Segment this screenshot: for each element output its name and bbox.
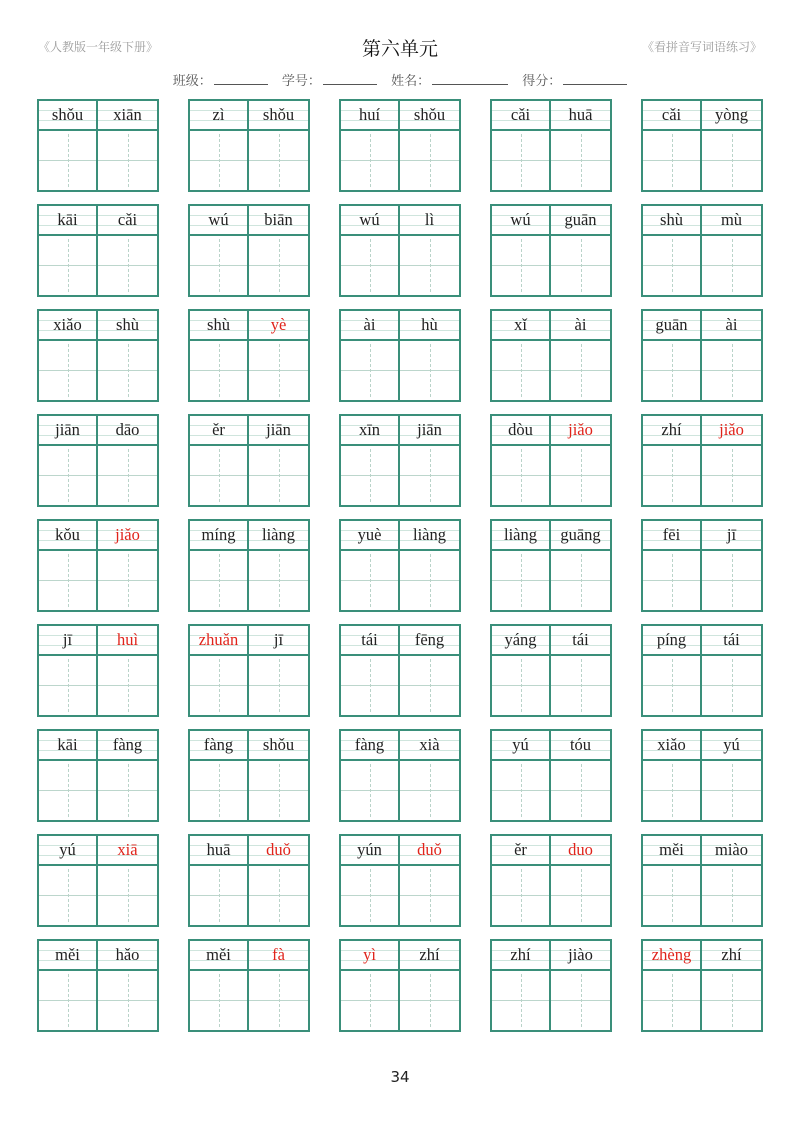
writing-box[interactable] xyxy=(400,761,459,820)
pinyin-syllable: zhí xyxy=(492,941,551,971)
pinyin-syllable: tóu xyxy=(551,731,610,761)
pinyin-syllable: xīn xyxy=(341,416,400,446)
pinyin-syllable: yún xyxy=(341,836,400,866)
writing-box[interactable] xyxy=(551,971,610,1030)
pinyin-syllable: cǎi xyxy=(492,101,551,131)
writing-box[interactable] xyxy=(492,341,551,400)
pinyin-syllable: yú xyxy=(702,731,761,761)
pinyin-syllable: jī xyxy=(39,626,98,656)
pinyin-syllable: zhuǎn xyxy=(190,626,249,656)
class-field[interactable] xyxy=(173,70,268,89)
word-cell xyxy=(188,99,310,192)
pinyin-syllable: wú xyxy=(492,206,551,236)
word-grid xyxy=(37,99,763,1032)
writing-box[interactable] xyxy=(400,131,459,190)
writing-box[interactable] xyxy=(492,551,551,610)
word-cell xyxy=(37,414,159,507)
pinyin-syllable: shù xyxy=(190,311,249,341)
name-blank[interactable] xyxy=(432,72,508,85)
pinyin-syllable: fà xyxy=(249,941,308,971)
pinyin-syllable: yòng xyxy=(702,101,761,131)
word-cell xyxy=(188,939,310,1032)
pinyin-syllable: měi xyxy=(643,836,702,866)
writing-box[interactable] xyxy=(643,761,702,820)
writing-box[interactable] xyxy=(98,341,157,400)
writing-box[interactable] xyxy=(492,236,551,295)
pinyin-syllable: jī xyxy=(249,626,308,656)
writing-box[interactable] xyxy=(341,131,400,190)
writing-box[interactable] xyxy=(39,551,98,610)
word-cell xyxy=(188,519,310,612)
word-cell xyxy=(339,99,461,192)
student-number-field[interactable] xyxy=(282,70,377,89)
writing-box[interactable] xyxy=(249,131,308,190)
student-info-row xyxy=(0,70,800,89)
pinyin-syllable: ěr xyxy=(190,416,249,446)
writing-box[interactable] xyxy=(39,236,98,295)
pinyin-syllable: hǎo xyxy=(98,941,157,971)
pinyin-syllable: měi xyxy=(190,941,249,971)
class-label: 班级： xyxy=(172,74,212,89)
word-cell xyxy=(188,729,310,822)
pinyin-syllable: huì xyxy=(98,626,157,656)
pinyin-syllable: zì xyxy=(190,101,249,131)
pinyin-syllable: tái xyxy=(551,626,610,656)
writing-box[interactable] xyxy=(551,551,610,610)
writing-box[interactable] xyxy=(643,341,702,400)
page-number: 34 xyxy=(390,1068,410,1086)
writing-box[interactable] xyxy=(492,446,551,505)
pinyin-syllable: hù xyxy=(400,311,459,341)
word-cell xyxy=(490,519,612,612)
writing-box[interactable] xyxy=(492,761,551,820)
writing-box[interactable] xyxy=(702,551,761,610)
writing-box[interactable] xyxy=(39,971,98,1030)
pinyin-syllable: yú xyxy=(39,836,98,866)
pinyin-syllable: fàng xyxy=(98,731,157,761)
writing-box[interactable] xyxy=(551,131,610,190)
name-field[interactable] xyxy=(391,70,508,89)
writing-box[interactable] xyxy=(249,866,308,925)
pinyin-syllable: liàng xyxy=(249,521,308,551)
writing-box[interactable] xyxy=(400,866,459,925)
pinyin-syllable: xià xyxy=(400,731,459,761)
writing-box[interactable] xyxy=(39,341,98,400)
word-cell xyxy=(339,519,461,612)
writing-box[interactable] xyxy=(492,131,551,190)
word-cell xyxy=(641,309,763,402)
word-cell xyxy=(641,519,763,612)
word-cell xyxy=(37,729,159,822)
word-cell xyxy=(188,834,310,927)
writing-box[interactable] xyxy=(190,131,249,190)
word-cell xyxy=(37,519,159,612)
pinyin-syllable: shǒu xyxy=(39,101,98,131)
pinyin-syllable: kāi xyxy=(39,206,98,236)
pinyin-syllable: kāi xyxy=(39,731,98,761)
pinyin-syllable: miào xyxy=(702,836,761,866)
writing-box[interactable] xyxy=(702,656,761,715)
word-cell xyxy=(37,204,159,297)
writing-box[interactable] xyxy=(98,656,157,715)
pinyin-syllable: shù xyxy=(643,206,702,236)
writing-box[interactable] xyxy=(190,446,249,505)
writing-box[interactable] xyxy=(492,866,551,925)
score-blank[interactable] xyxy=(563,72,627,85)
writing-box[interactable] xyxy=(551,446,610,505)
pinyin-syllable: cǎi xyxy=(643,101,702,131)
pinyin-syllable: jiān xyxy=(39,416,98,446)
writing-box[interactable] xyxy=(341,341,400,400)
writing-box[interactable] xyxy=(400,551,459,610)
word-cell xyxy=(188,204,310,297)
page-title: 第六单元 xyxy=(361,38,438,60)
writing-box[interactable] xyxy=(643,656,702,715)
pinyin-syllable: cǎi xyxy=(98,206,157,236)
writing-box[interactable] xyxy=(702,866,761,925)
word-cell xyxy=(188,624,310,717)
writing-box[interactable] xyxy=(341,446,400,505)
pinyin-syllable: xiā xyxy=(98,836,157,866)
student-number-blank[interactable] xyxy=(323,72,377,85)
pinyin-syllable: shǒu xyxy=(249,101,308,131)
writing-box[interactable] xyxy=(643,236,702,295)
pinyin-syllable: ài xyxy=(551,311,610,341)
pinyin-syllable: jī xyxy=(702,521,761,551)
writing-box[interactable] xyxy=(190,866,249,925)
writing-box[interactable] xyxy=(39,866,98,925)
pinyin-syllable: lì xyxy=(400,206,459,236)
pinyin-syllable: fēi xyxy=(643,521,702,551)
class-blank[interactable] xyxy=(214,72,268,85)
word-cell xyxy=(188,309,310,402)
pinyin-syllable: wú xyxy=(341,206,400,236)
writing-box[interactable] xyxy=(98,761,157,820)
pinyin-syllable: huā xyxy=(551,101,610,131)
pinyin-syllable: shù xyxy=(98,311,157,341)
writing-box[interactable] xyxy=(702,971,761,1030)
writing-box[interactable] xyxy=(702,761,761,820)
word-cell xyxy=(339,309,461,402)
writing-box[interactable] xyxy=(551,656,610,715)
score-label: 得分： xyxy=(522,74,562,89)
writing-box[interactable] xyxy=(98,131,157,190)
pinyin-syllable: xiǎo xyxy=(643,731,702,761)
writing-box[interactable] xyxy=(643,131,702,190)
exercise-tag: 《看拼音写词语练习》 xyxy=(641,40,762,54)
pinyin-syllable: jiào xyxy=(551,941,610,971)
word-cell xyxy=(37,624,159,717)
writing-box[interactable] xyxy=(98,971,157,1030)
word-cell xyxy=(641,99,763,192)
pinyin-syllable: zhí xyxy=(643,416,702,446)
score-field[interactable] xyxy=(522,70,627,89)
pinyin-syllable: píng xyxy=(643,626,702,656)
word-cell xyxy=(641,729,763,822)
writing-box[interactable] xyxy=(341,866,400,925)
pinyin-syllable: ài xyxy=(702,311,761,341)
pinyin-syllable: guān xyxy=(551,206,610,236)
word-cell xyxy=(641,939,763,1032)
writing-box[interactable] xyxy=(249,341,308,400)
pinyin-syllable: fēng xyxy=(400,626,459,656)
pinyin-syllable: dòu xyxy=(492,416,551,446)
word-cell xyxy=(37,834,159,927)
pinyin-syllable: tái xyxy=(341,626,400,656)
writing-box[interactable] xyxy=(400,446,459,505)
word-cell xyxy=(490,99,612,192)
pinyin-syllable: biān xyxy=(249,206,308,236)
word-cell xyxy=(339,624,461,717)
word-cell xyxy=(641,834,763,927)
word-cell xyxy=(641,414,763,507)
writing-box[interactable] xyxy=(190,761,249,820)
pinyin-syllable: shǒu xyxy=(249,731,308,761)
pinyin-syllable: dāo xyxy=(98,416,157,446)
pinyin-syllable: jiǎo xyxy=(702,416,761,446)
writing-box[interactable] xyxy=(98,866,157,925)
pinyin-syllable: mù xyxy=(702,206,761,236)
writing-box[interactable] xyxy=(249,656,308,715)
pinyin-syllable: yè xyxy=(249,311,308,341)
pinyin-syllable: guāng xyxy=(551,521,610,551)
pinyin-syllable: liàng xyxy=(492,521,551,551)
writing-box[interactable] xyxy=(551,236,610,295)
pinyin-syllable: liàng xyxy=(400,521,459,551)
pinyin-syllable: jiān xyxy=(249,416,308,446)
word-cell xyxy=(641,204,763,297)
pinyin-syllable: xǐ xyxy=(492,311,551,341)
writing-box[interactable] xyxy=(98,236,157,295)
writing-box[interactable] xyxy=(492,656,551,715)
word-cell xyxy=(490,729,612,822)
writing-box[interactable] xyxy=(702,341,761,400)
writing-box[interactable] xyxy=(190,551,249,610)
pinyin-syllable: yú xyxy=(492,731,551,761)
name-label: 姓名： xyxy=(391,74,431,89)
word-cell xyxy=(188,414,310,507)
pinyin-syllable: xiǎo xyxy=(39,311,98,341)
pinyin-syllable: jiān xyxy=(400,416,459,446)
writing-box[interactable] xyxy=(643,866,702,925)
word-cell xyxy=(339,729,461,822)
pinyin-syllable: fàng xyxy=(190,731,249,761)
book-tag: 《人教版一年级下册》 xyxy=(38,40,159,54)
writing-box[interactable] xyxy=(341,551,400,610)
word-cell xyxy=(490,834,612,927)
student-number-label: 学号： xyxy=(281,74,321,89)
writing-box[interactable] xyxy=(551,866,610,925)
pinyin-syllable: xiān xyxy=(98,101,157,131)
writing-box[interactable] xyxy=(249,236,308,295)
writing-box[interactable] xyxy=(400,656,459,715)
writing-box[interactable] xyxy=(98,446,157,505)
writing-box[interactable] xyxy=(39,656,98,715)
writing-box[interactable] xyxy=(249,446,308,505)
writing-box[interactable] xyxy=(643,446,702,505)
writing-box[interactable] xyxy=(249,551,308,610)
word-cell xyxy=(339,834,461,927)
pinyin-syllable: wú xyxy=(190,206,249,236)
pinyin-syllable: huā xyxy=(190,836,249,866)
pinyin-syllable: ài xyxy=(341,311,400,341)
pinyin-syllable: měi xyxy=(39,941,98,971)
pinyin-syllable: ěr xyxy=(492,836,551,866)
writing-box[interactable] xyxy=(341,761,400,820)
word-cell xyxy=(37,309,159,402)
pinyin-syllable: guān xyxy=(643,311,702,341)
writing-box[interactable] xyxy=(190,656,249,715)
pinyin-syllable: tái xyxy=(702,626,761,656)
writing-box[interactable] xyxy=(39,761,98,820)
writing-box[interactable] xyxy=(190,971,249,1030)
pinyin-syllable: zhí xyxy=(400,941,459,971)
writing-box[interactable] xyxy=(492,971,551,1030)
pinyin-syllable: yuè xyxy=(341,521,400,551)
pinyin-syllable: kǒu xyxy=(39,521,98,551)
word-cell xyxy=(490,939,612,1032)
writing-box[interactable] xyxy=(341,236,400,295)
word-cell xyxy=(490,309,612,402)
pinyin-syllable: shǒu xyxy=(400,101,459,131)
pinyin-syllable: duǒ xyxy=(400,836,459,866)
writing-box[interactable] xyxy=(190,236,249,295)
writing-box[interactable] xyxy=(551,761,610,820)
writing-box[interactable] xyxy=(39,131,98,190)
writing-box[interactable] xyxy=(702,446,761,505)
pinyin-syllable: jiǎo xyxy=(551,416,610,446)
writing-box[interactable] xyxy=(98,551,157,610)
pinyin-syllable: duo xyxy=(551,836,610,866)
writing-box[interactable] xyxy=(341,656,400,715)
writing-box[interactable] xyxy=(39,446,98,505)
word-cell xyxy=(490,414,612,507)
word-cell xyxy=(339,204,461,297)
writing-box[interactable] xyxy=(341,971,400,1030)
word-cell xyxy=(339,414,461,507)
pinyin-syllable: yáng xyxy=(492,626,551,656)
writing-box[interactable] xyxy=(400,341,459,400)
writing-box[interactable] xyxy=(702,236,761,295)
writing-box[interactable] xyxy=(249,761,308,820)
pinyin-syllable: zhèng xyxy=(643,941,702,971)
pinyin-syllable: jiǎo xyxy=(98,521,157,551)
word-cell xyxy=(490,624,612,717)
pinyin-syllable: fàng xyxy=(341,731,400,761)
pinyin-syllable: yì xyxy=(341,941,400,971)
word-cell xyxy=(641,624,763,717)
pinyin-syllable: duǒ xyxy=(249,836,308,866)
pinyin-syllable: huí xyxy=(341,101,400,131)
pinyin-syllable: míng xyxy=(190,521,249,551)
writing-box[interactable] xyxy=(400,236,459,295)
word-cell xyxy=(339,939,461,1032)
pinyin-syllable: zhí xyxy=(702,941,761,971)
writing-box[interactable] xyxy=(551,341,610,400)
writing-box[interactable] xyxy=(249,971,308,1030)
writing-box[interactable] xyxy=(190,341,249,400)
writing-box[interactable] xyxy=(643,551,702,610)
word-cell xyxy=(490,204,612,297)
writing-box[interactable] xyxy=(400,971,459,1030)
word-cell xyxy=(37,939,159,1032)
word-cell xyxy=(37,99,159,192)
writing-box[interactable] xyxy=(643,971,702,1030)
writing-box[interactable] xyxy=(702,131,761,190)
